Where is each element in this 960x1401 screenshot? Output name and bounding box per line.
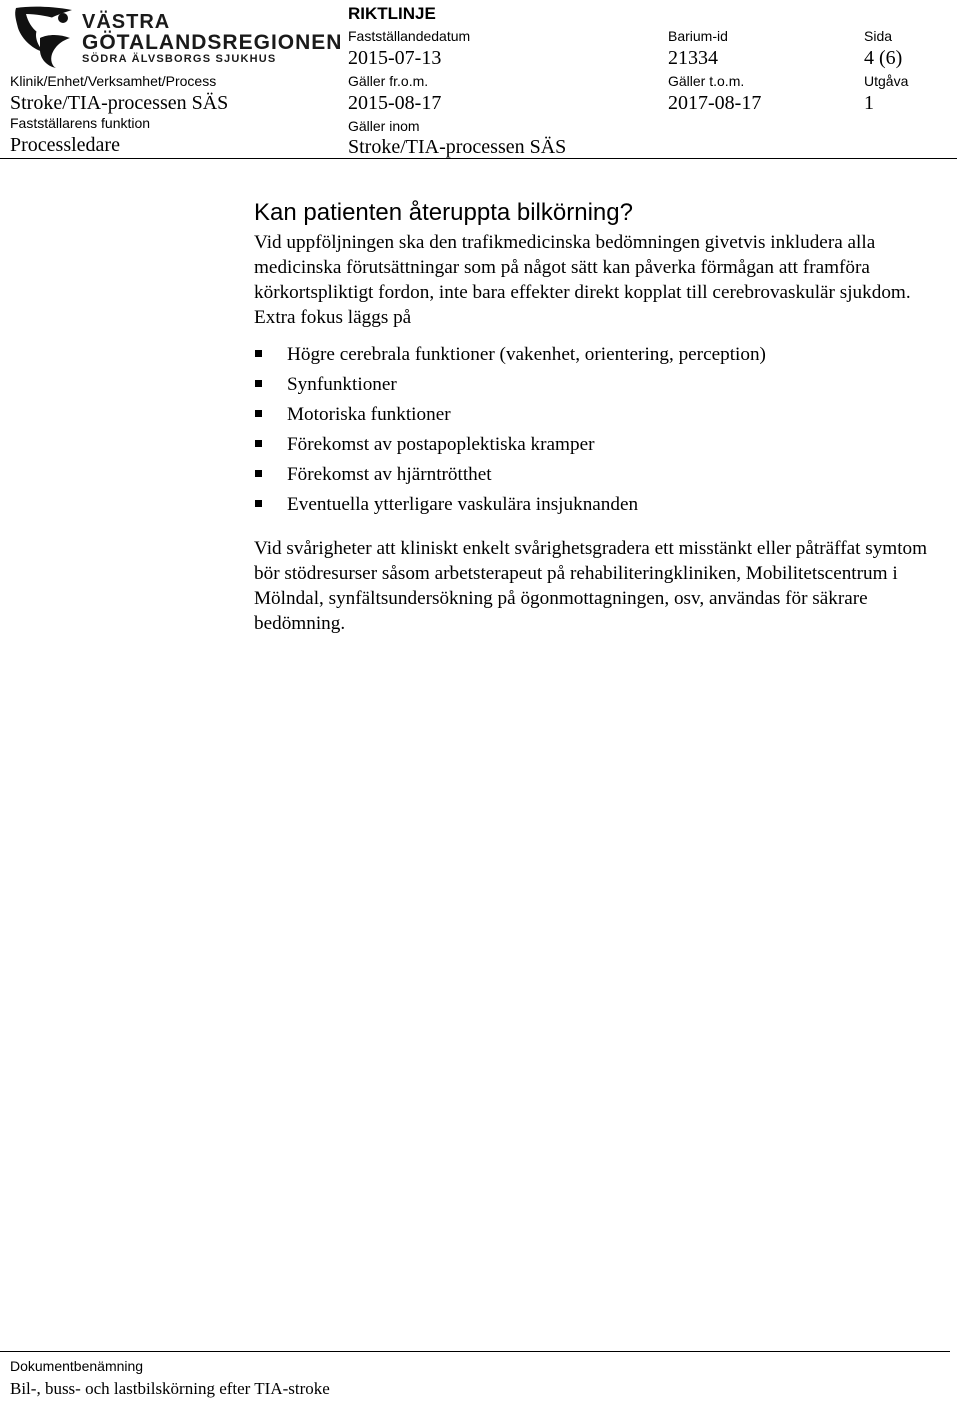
closing-paragraph: Vid svårigheter att kliniskt enkelt svårighetsgradera ett misstänkt eller påträffat symtom bör stödresurser såsom arbetsterapeut på rehabiliteringkliniken, Mobilitetscentrum i Mölndal, synfältsundersökning på ögonmottagningen, osv, användas för säkrare bedömning. [254,538,928,634]
adopted-date-value: 2015-07-13 [348,47,442,69]
swirl-logo-icon [10,4,76,70]
adopted-date-label: Fastställandedatum [348,28,471,44]
square-bullet-icon [255,410,262,417]
square-bullet-icon [255,350,262,357]
header-divider [0,158,957,159]
footer-divider [0,1351,950,1352]
edition-value: 1 [864,92,874,114]
page-label: Sida [864,28,893,44]
org-name-line3: SÖDRA ÄLVSBORGS SJUKHUS [82,53,277,65]
valid-from-label: Gäller fr.o.m. [348,73,429,89]
section-heading: Kan patienten återuppta bilkörning? [254,199,633,226]
valid-from-value: 2015-08-17 [348,92,442,114]
list-item: Motoriska funktioner [254,400,934,430]
unit-value: Stroke/TIA-processen SÄS [10,92,229,114]
square-bullet-icon [255,440,262,447]
organization-logo [10,4,343,70]
page-value: 4 (6) [864,47,903,69]
function-label: Fastställarens funktion [10,115,151,131]
list-item: Eventuella ytterligare vaskulära insjuknanden [254,490,934,520]
document-name-label: Dokumentbenämning [10,1358,144,1374]
document-name-value: Bil-, buss- och lastbilskörning efter TIA-stroke [10,1379,330,1398]
valid-to-value: 2017-08-17 [668,92,762,114]
document-body [254,198,934,636]
function-value: Processledare [10,134,120,156]
scope-value: Stroke/TIA-processen SÄS [348,136,567,158]
square-bullet-icon [255,500,262,507]
square-bullet-icon [255,380,262,387]
scope-label: Gäller inom [348,118,420,134]
list-item: Högre cerebrala funktioner (vakenhet, orientering, perception) [254,340,934,370]
edition-label: Utgåva [864,73,909,89]
valid-to-label: Gäller t.o.m. [668,73,745,89]
list-item: Synfunktioner [254,370,934,400]
intro-paragraph: Vid uppföljningen ska den trafikmedicinska bedömningen givetvis inkludera alla medicinska förutsättningar som på något sätt kan påverka förmågan att framföra körkortspliktigt fordon, inte bara effekter direkt kopplat till cerebrovaskulär sjukdom. Extra fokus läggs på [254,232,911,328]
list-item: Förekomst av postapoplektiska kramper [254,430,934,460]
unit-label: Klinik/Enhet/Verksamhet/Process [10,73,217,89]
org-name-line2: GÖTALANDSREGIONEN [82,31,343,54]
square-bullet-icon [255,470,262,477]
focus-list [254,340,934,520]
list-item: Förekomst av hjärntrötthet [254,460,934,490]
barium-id-value: 21334 [668,47,718,69]
org-name-line1: VÄSTRA [82,11,171,33]
barium-id-label: Barium-id [668,28,728,44]
document-type: RIKTLINJE [348,4,436,23]
